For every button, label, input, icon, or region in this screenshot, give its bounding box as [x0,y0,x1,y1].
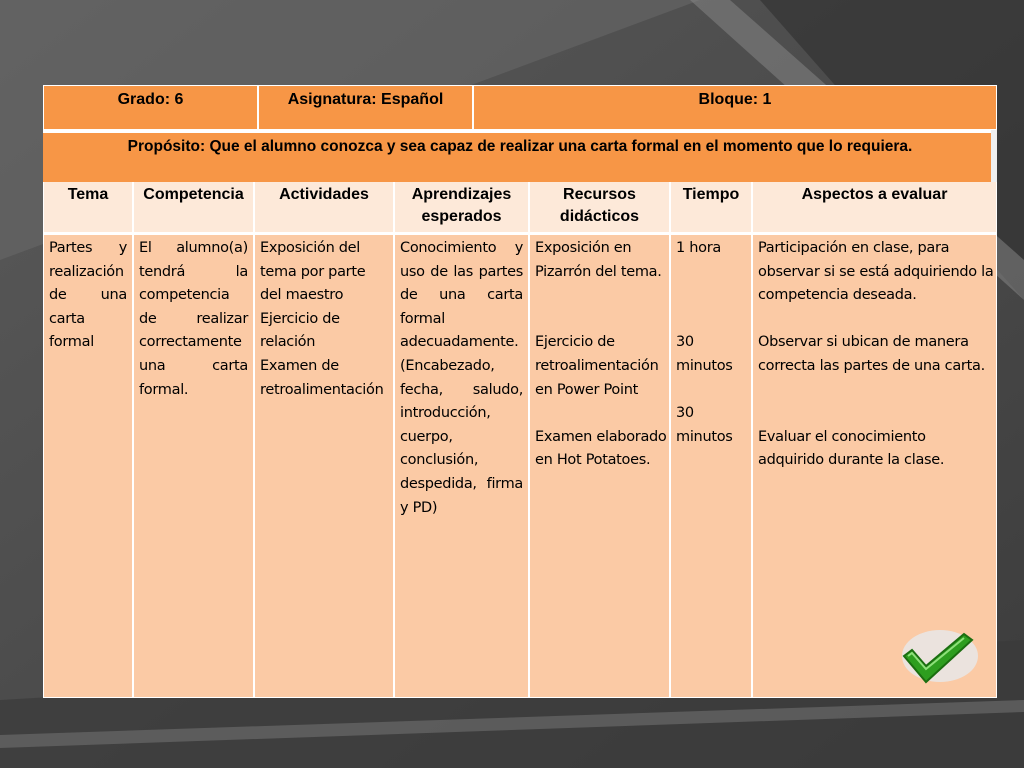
lesson-plan-table [43,85,997,698]
tema-line: formal [49,334,94,351]
aprendizajes-line: formal [400,310,445,327]
aprendizajes-line: despedida, firma [400,475,523,492]
cell-competencia [133,234,254,698]
aspectos-line: Participación en clase, para [758,240,950,256]
col-recursos [529,182,670,234]
aspectos-line: observar si se está adquiriendo la [758,263,994,280]
table-row [43,234,997,698]
aprendizajes-line: fecha, saludo, [400,381,523,398]
tiempo-line: 1 hora [676,240,721,256]
competencia-line: formal. [139,381,189,398]
tema-line: realización [49,263,124,280]
proposito-cell: Propósito: Que el alumno conozca y sea capaz de realizar una carta formal en el momento que lo requiera. [43,130,997,182]
col-recursos-l1: Recursos [563,186,636,203]
recursos-line: Examen elaborado [535,428,667,445]
aspectos-line: Observar si ubican de manera [758,334,969,351]
tema-line: de una [49,287,127,304]
aspectos-line: competencia deseada. [758,287,917,304]
actividades-line: Examen de [260,357,339,374]
checkmark-icon [898,626,978,686]
proposito-edge [991,130,997,182]
recursos-line: retroalimentación [535,357,659,374]
actividades-line: Exposición del [260,240,361,256]
competencia-line: una carta [139,357,248,374]
aprendizajes-line: de una carta [400,287,523,304]
cell-recursos [529,234,670,698]
competencia-line: competencia [139,287,230,304]
col-competencia: Competencia [133,182,254,234]
aprendizajes-line: adecuadamente. [400,334,519,351]
grado-cell: Grado: 6 [43,85,258,130]
cell-tema [43,234,133,698]
col-actividades: Actividades [254,182,394,234]
col-tiempo: Tiempo [670,182,752,234]
actividades-line: Ejercicio de [260,310,340,327]
tema-line: carta [49,310,85,327]
asignatura-cell: Asignatura: Español [258,85,473,130]
tiempo-line: minutos [676,357,733,374]
recursos-line: en Hot Potatoes. [535,452,651,469]
recursos-line: Pizarrón del tema. [535,263,662,280]
recursos-line: Exposición en [535,240,632,256]
column-header-row [43,182,997,234]
actividades-line: tema por parte [260,263,366,280]
actividades-line: del maestro [260,287,344,304]
aprendizajes-line: uso de las partes [400,263,523,280]
actividades-line: relación [260,334,316,351]
competencia-line: El alumno(a) [139,240,248,256]
recursos-line: en Power Point [535,381,638,398]
competencia-line: tendrá la [139,263,248,280]
bloque-cell: Bloque: 1 [473,85,997,130]
col-tema: Tema [43,182,133,234]
tiempo-line: minutos [676,428,733,445]
header-row [43,85,997,130]
aprendizajes-line: conclusión, [400,452,479,469]
aprendizajes-line: y PD) [400,499,438,516]
col-aprendizajes [394,182,529,234]
tiempo-line: 30 [676,334,694,351]
tiempo-line: 30 [676,405,694,422]
aprendizajes-line: (Encabezado, [400,357,495,374]
competencia-line: de realizar [139,310,248,327]
col-aprendizajes-l1: Aprendizajes [411,186,512,203]
cell-tiempo [670,234,752,698]
aprendizajes-line: introducción, [400,405,491,422]
competencia-line: correctamente [139,334,242,351]
col-aspectos: Aspectos a evaluar [752,182,997,234]
aprendizajes-line: cuerpo, [400,428,453,445]
recursos-line: Ejercicio de [535,334,615,351]
aspectos-line: Evaluar el conocimiento [758,428,926,445]
cell-aprendizajes [394,234,529,698]
tema-line: Partes y [49,240,127,256]
cell-actividades [254,234,394,698]
actividades-line: retroalimentación [260,381,384,398]
aprendizajes-line: Conocimiento y [400,240,523,256]
aspectos-line: correcta las partes de una carta. [758,357,985,374]
col-aprendizajes-l2: esperados [421,208,502,225]
aspectos-line: adquirido durante la clase. [758,452,945,469]
col-recursos-l2: didácticos [559,208,640,225]
